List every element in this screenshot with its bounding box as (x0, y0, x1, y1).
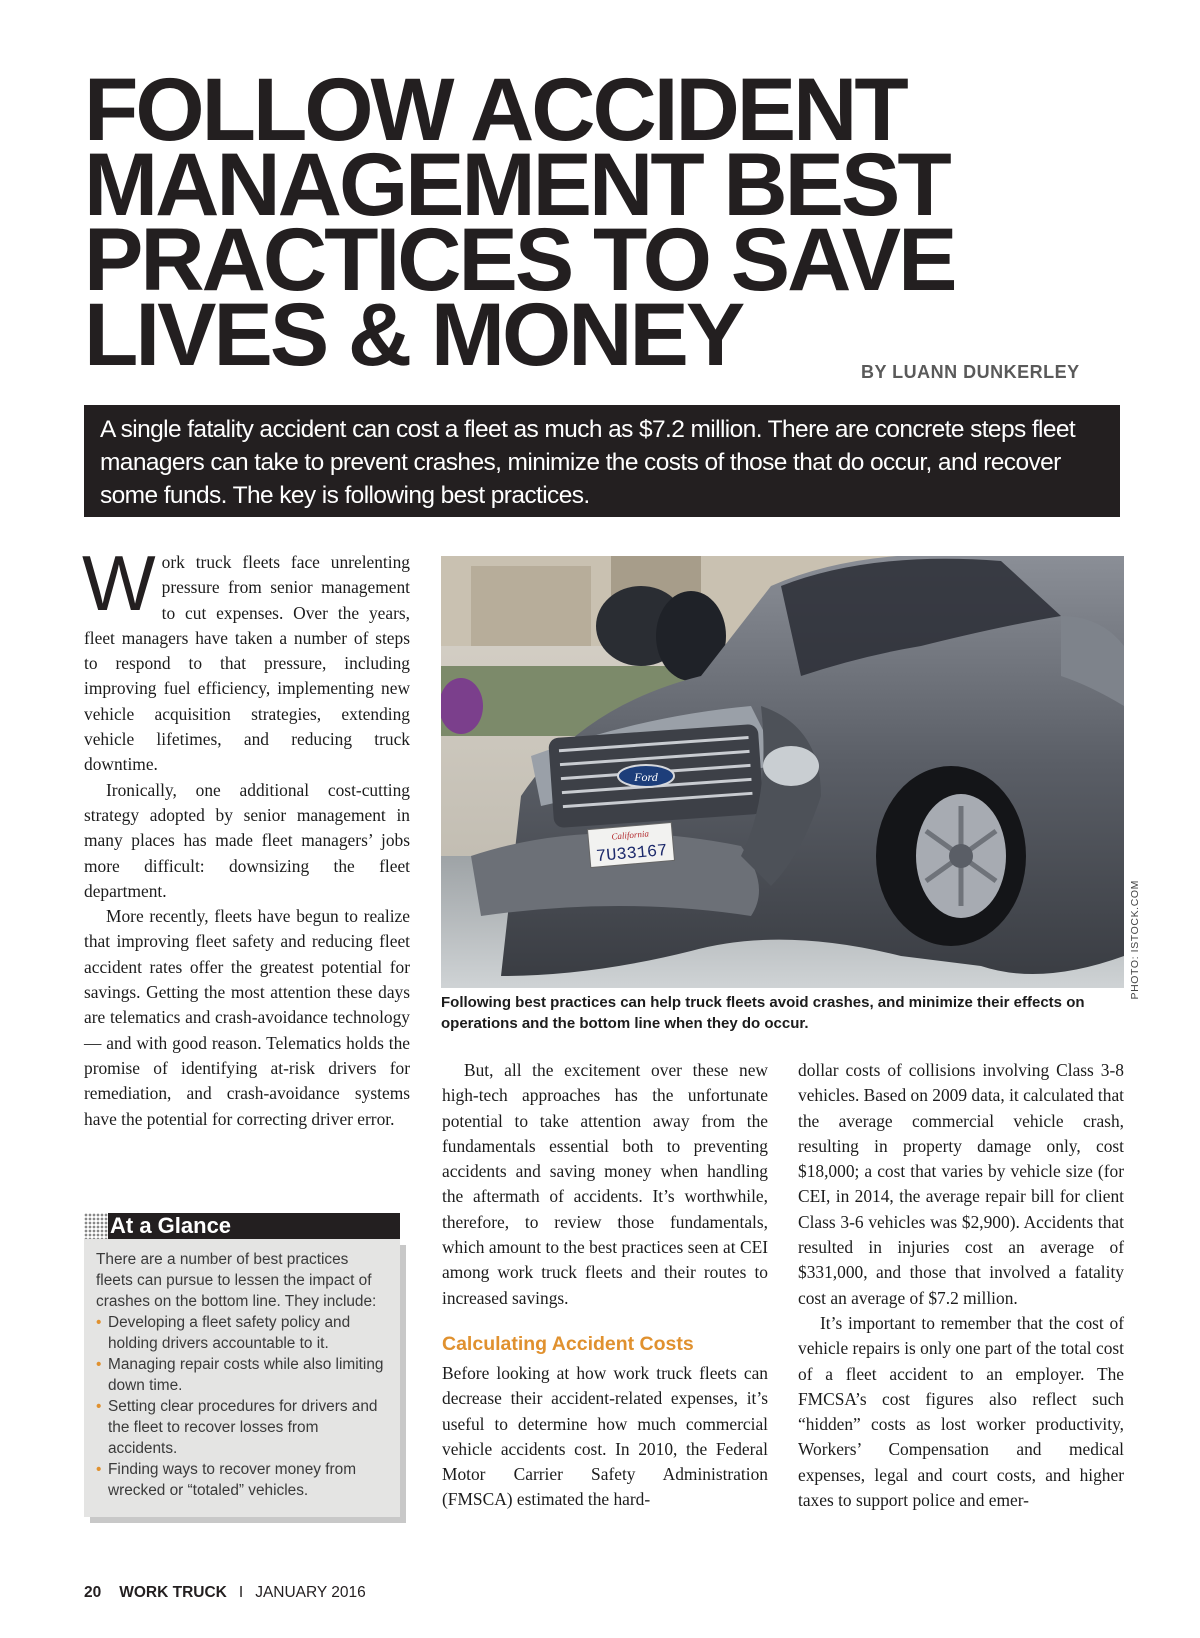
body-paragraph: More recently, fleets have begun to realize that improving fleet safety and reducing fleet accident rates offer the greatest potential for savings. Getting the most attention these days are telematics and crash-avoidance technology — and with good reason. Telematics holds the promise of identifying at-risk drivers for remediation, and crash-avoidance systems have the potential for correcting driver error. (84, 906, 410, 1129)
page-footer (84, 1584, 366, 1602)
body-column-3 (798, 1058, 1124, 1513)
body-column-2 (442, 1058, 768, 1513)
drop-cap: W (82, 539, 156, 627)
paragraph-text: ork truck fleets face unrelenting pressure from senior management to cut expenses. Over the years, fleet managers have taken a number of steps to respond to that pressure, including improving fuel efficiency, implementing new vehicle acquisition strategies, extending vehicle lifetimes, and reducing truck downtime. (84, 552, 410, 775)
body-paragraph: But, all the excitement over these new high-tech approaches has the unfortunate potential to take attention away from the fundamentals essential both to preventing accidents and saving money when handling the aftermath of accidents. It’s worthwhile, therefore, to review those fundamentals, which amount to the best practices seen at CEI among work truck fleets and their routes to increased savings. (442, 1060, 768, 1308)
body-paragraph: Ironically, one additional cost-cutting strategy adopted by senior management in many places has made fleet managers’ jobs more difficult: downsizing the fleet department. (84, 779, 410, 901)
photo-credit: PHOTO: ISTOCK.COM (1129, 880, 1141, 1000)
at-a-glance-sidebar (84, 1213, 400, 1517)
issue-date: JANUARY 2016 (255, 1584, 366, 1601)
body-column-1 (82, 539, 410, 1132)
list-item: • Developing a fleet safety policy and holding drivers accountable to it. (96, 1312, 388, 1354)
body-paragraph: Before looking at how work truck fleets can decrease their accident-related expenses, it’s useful to determine how much commercial vehicle accidents cost. In 2010, the Federal Motor Carrier Safety Administration (FMSCA) estimated the hard- (442, 1362, 768, 1510)
body-paragraph: dollar costs of collisions involving Class 3-8 vehicles. Based on 2009 data, it calculated that the average commercial vehicle crash, resulting in property damage only, cost $18,000; a cost that varies by vehicle size (for CEI, in 2014, the average repair bill for client Class 3-6 vehicles was $2,900). Accidents that resulted in injuries cost an average of $331,000, and those that involved a fatality cost an average of $7.2 million. (798, 1060, 1124, 1308)
headline (84, 59, 1164, 384)
headline-line: LIVES & MONEY (84, 284, 743, 384)
plate-state: California (611, 828, 650, 842)
sidebar-intro: There are a number of best practices fleets can pursue to lessen the impact of crashes on the bottom line. They include: (96, 1251, 377, 1310)
photo-caption: Following best practices can help truck fleets avoid crashes, and minimize their effects on operations and the bottom line when they do occur. (441, 994, 1085, 1032)
crashed-truck-photo (441, 556, 1124, 988)
list-item: • Managing repair costs while also limiting down time. (96, 1354, 388, 1396)
headline-line: MANAGEMENT BEST (84, 134, 949, 234)
sidebar-title (84, 1213, 400, 1239)
list-item: • Setting clear procedures for drivers and the fleet to recover losses from accidents. (96, 1396, 388, 1459)
sidebar-title-text: At a Glance (110, 1213, 232, 1238)
body-paragraph (82, 539, 410, 778)
section-subhead: Calculating Accident Costs (442, 1332, 694, 1355)
page-number: 20 (84, 1584, 102, 1601)
license-plate: 7U33167 (595, 841, 669, 868)
magazine-name: WORK TRUCK (119, 1584, 227, 1601)
list-item: • Finding ways to recover money from wrecked or “totaled” vehicles. (96, 1459, 388, 1501)
deck: A single fatality accident can cost a fleet as much as $7.2 million. There are concrete steps fleet managers can take to prevent crashes, minimize the costs of those that do occur, and recover some funds. The key is following best practices. (84, 405, 1120, 517)
sidebar-body (84, 1239, 400, 1517)
headline-line: PRACTICES TO SAVE (84, 209, 955, 309)
footer-separator: I (238, 1584, 244, 1601)
byline: BY LUANN DUNKERLEY (861, 362, 1080, 382)
body-paragraph: It’s important to remember that the cost of vehicle repairs is only one part of the total cost of a fleet accident to an employer. The FMCSA’s cost figures also reflect such “hidden” costs as lost worker productivity, Workers’ Compensation and medical expenses, legal and court costs, and higher taxes to support police and emer- (798, 1312, 1124, 1511)
headline-line: FOLLOW ACCIDENT (84, 59, 906, 159)
sidebar-list (96, 1312, 388, 1501)
dot-pattern-icon (84, 1213, 108, 1239)
ford-badge: Ford (634, 770, 658, 784)
